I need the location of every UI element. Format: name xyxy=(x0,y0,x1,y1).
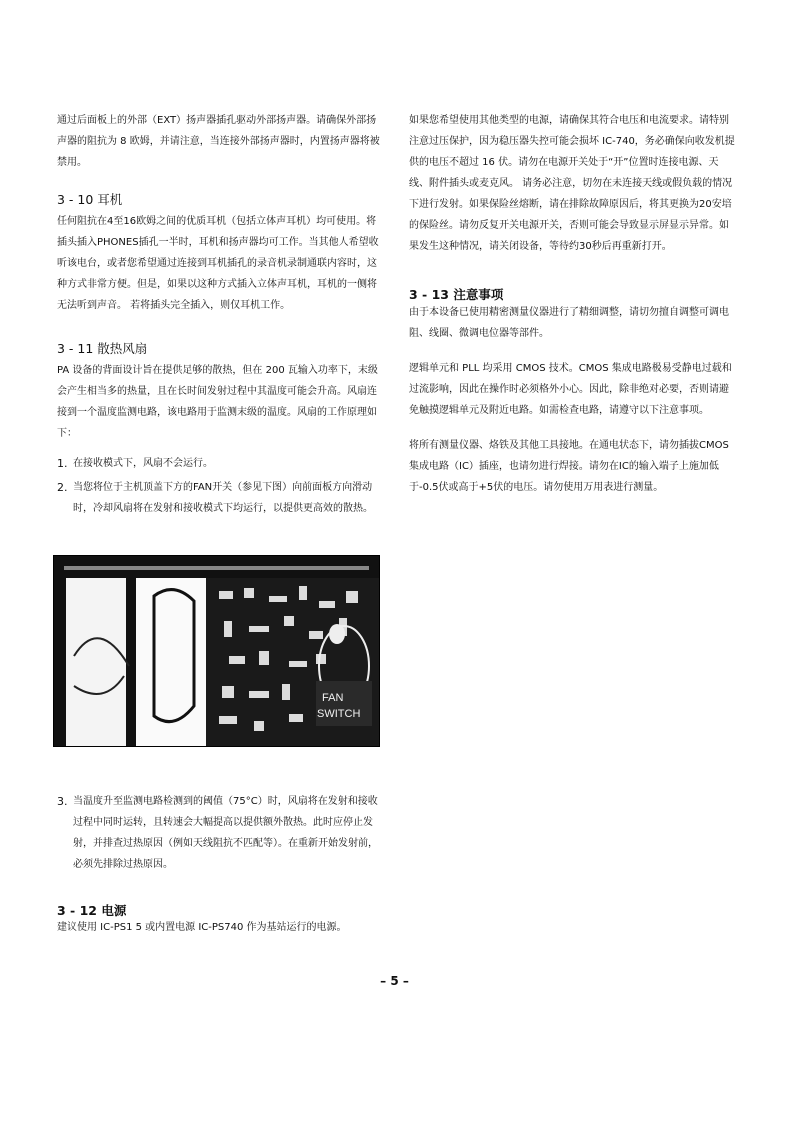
list-number: 3. xyxy=(57,795,68,808)
power-supply-paragraph: 如果您希望使用其他类型的电源，请确保其符合电压和电流要求。请特别注意过压保护，因为稳压器失控可能会损坏 IC-740，务必确保向收发机提供的电压不超过 16 伏。请勿在电源开关处于“开”位置时连接电源、天线、附件插头或麦克风。 请务必注意，切勿在未连接天线或假负载的情况下进行发射。如果保险丝熔断，请在排除故障原因后，将其更换为20安培的保险丝。请勿反复开关电源开关，否则可能会导致显示屏显示异常。如果发生这种情况，请关闭设备，等待约30秒后再重新打开。 xyxy=(409,115,735,252)
left-column xyxy=(57,110,380,519)
list-item xyxy=(57,453,380,474)
section-3-11-heading: 3 - 11 散热风扇 xyxy=(57,341,148,356)
section-3-13-heading: 3 - 13 注意事项 xyxy=(409,287,504,302)
photo-label-switch: SWITCH xyxy=(317,708,361,720)
list-text: 当您将位于主机顶盖下方的FAN开关（参见下图）向前面板方向滑动时，冷却风扇将在发射和接收模式下均运行，以提供更高效的散热。 xyxy=(73,482,373,514)
photo-label-fan: FAN xyxy=(322,692,344,704)
section-3-13-para-1: 由于本设备已使用精密测量仪器进行了精细调整，请切勿擅自调整可调电阻、线圈、微调电位器等部件。 xyxy=(409,307,729,339)
right-column xyxy=(409,110,736,498)
chassis-illustration xyxy=(54,556,379,746)
section-3-12-heading: 3 - 12 电源 xyxy=(57,903,127,918)
section-3-13-para-3: 将所有测量仪器、烙铁及其他工具接地。在通电状态下，请勿插拔CMOS集成电路（IC）插座，也请勿进行焊接。请勿在IC的输入端子上施加低于-0.5伏或高于+5伏的电压。请勿使用万用表进行测量。 xyxy=(409,440,729,493)
list-number: 2. xyxy=(57,481,68,494)
page-number: – 5 – xyxy=(380,974,409,988)
list-item xyxy=(57,477,380,519)
chassis-photo xyxy=(53,555,380,747)
section-3-13-para-2: 逻辑单元和 PLL 均采用 CMOS 技术。CMOS 集成电路极易受静电过载和过流影响，因此在操作时必须格外小心。因此，除非绝对必要，否则请避免触摸逻辑单元及附近电路。如需检查电路，请遵守以下注意事项。 xyxy=(409,363,732,416)
section-3-11-body: PA 设备的背面设计旨在提供足够的散热，但在 200 瓦输入功率下，末级会产生相当多的热量，且在长时间发射过程中其温度可能会升高。风扇连接到一个温度监测电路，该电路用于监测末级的温度。风扇的工作原理如下： xyxy=(57,365,378,439)
left-column-lower xyxy=(57,791,380,935)
section-3-12-body: 建议使用 IC-PS1 5 或内置电源 IC-PS740 作为基站运行的电源。 xyxy=(57,922,347,933)
list-text: 当温度升至监测电路检测到的阈值（75°C）时，风扇将在发射和接收过程中同时运转，且转速会大幅提高以提供额外散热。此时应停止发射，并排查过热原因（例如天线阻抗不匹配等）。在重新开始发射前，必须先排除过热原因。 xyxy=(73,796,378,870)
fan-operation-list xyxy=(57,453,380,519)
list-text: 在接收模式下，风扇不会运行。 xyxy=(73,458,213,469)
section-3-10-body: 任何阻抗在4至16欧姆之间的优质耳机（包括立体声耳机）均可使用。将插头插入PHONES插孔一半时，耳机和扬声器均可工作。当其他人希望收听该电台，或者您希望通过连接到耳机插孔的录音机录制通联内容时，这种方式非常方便。但是，如果以这种方式插入立体声耳机，耳机的一侧将无法听到声音。 若将插头完全插入，则仅耳机工作。 xyxy=(57,216,379,311)
list-item xyxy=(57,791,380,875)
list-number: 1. xyxy=(57,457,68,470)
ext-speaker-paragraph: 通过后面板上的外部（EXT）扬声器插孔驱动外部扬声器。请确保外部扬声器的阻抗为 8 欧姆，并请注意，当连接外部扬声器时，内置扬声器将被禁用。 xyxy=(57,115,380,168)
section-3-10-heading: 3 - 10 耳机 xyxy=(57,192,123,207)
